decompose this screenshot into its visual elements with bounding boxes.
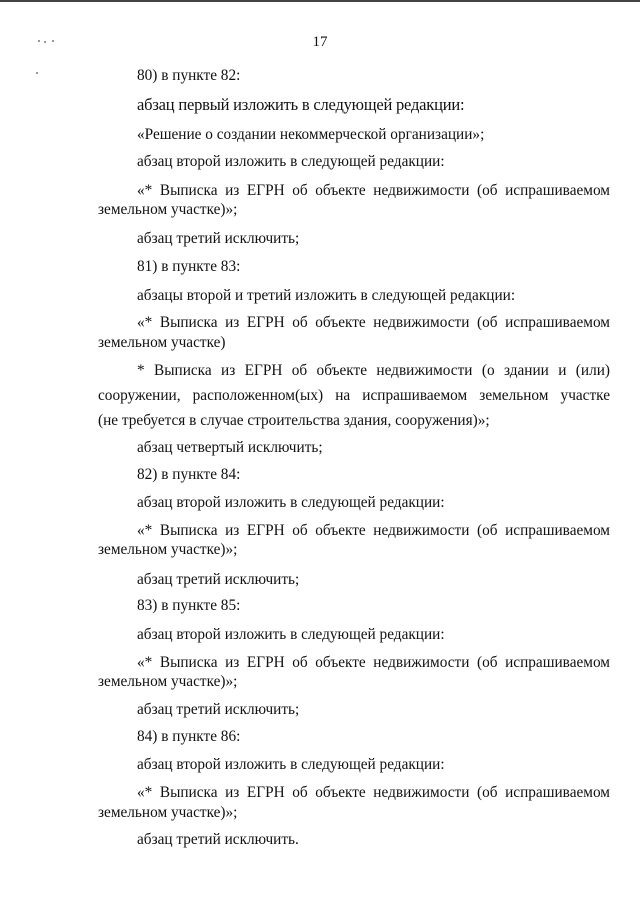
- quoted-text-continuation: земельном участке)»;: [98, 804, 238, 821]
- paragraph-instruction: абзацы второй и третий изложить в следующей редакции:: [137, 287, 516, 304]
- quoted-text: «* Выписка из ЕГРН об объекте недвижимости (об испрашиваемом: [137, 314, 610, 331]
- list-item-number: 82) в пункте 84:: [137, 466, 241, 483]
- quoted-text-continuation: (не требуется в случае строительства здания, сооружения)»;: [98, 412, 490, 429]
- paragraph-instruction: абзац третий исключить.: [137, 831, 299, 848]
- quoted-text: «* Выписка из ЕГРН об объекте недвижимости (об испрашиваемом: [137, 654, 610, 671]
- quoted-text: «Решение о создании некоммерческой организации»;: [137, 126, 485, 143]
- quoted-text: «* Выписка из ЕГРН об объекте недвижимости (об испрашиваемом: [137, 784, 610, 801]
- paragraph-instruction: абзац второй изложить в следующей редакции:: [137, 494, 445, 511]
- list-item-number: 84) в пункте 86:: [137, 728, 241, 745]
- quoted-text-continuation: земельном участке)»;: [98, 201, 238, 218]
- quoted-text-continuation: земельном участке)»;: [98, 541, 238, 558]
- paragraph-instruction: абзац третий исключить;: [137, 571, 300, 588]
- page-number: 17: [312, 34, 328, 50]
- paragraph-instruction: абзац четвертый исключить;: [137, 439, 323, 456]
- quoted-text-continuation: земельном участке)»;: [98, 673, 238, 690]
- quoted-text: «* Выписка из ЕГРН об объекте недвижимости (об испрашиваемом: [137, 182, 610, 199]
- quoted-text-continuation: сооружении, расположенном(ых) на испрашиваемом земельном участке: [98, 387, 610, 404]
- list-item-number: 83) в пункте 85:: [137, 597, 241, 614]
- list-item-number: 80) в пункте 82:: [137, 67, 241, 84]
- quoted-text: * Выписка из ЕГРН об объекте недвижимости (о здании и (или): [137, 362, 610, 379]
- paragraph-instruction: абзац третий исключить;: [137, 230, 300, 247]
- scan-top-edge: [0, 0, 640, 2]
- paragraph-instruction: абзац третий исключить;: [137, 701, 300, 718]
- paragraph-instruction: абзац второй изложить в следующей редакции:: [137, 626, 445, 643]
- list-item-number: 81) в пункте 83:: [137, 258, 241, 275]
- paragraph-instruction: абзац второй изложить в следующей редакции:: [137, 756, 445, 773]
- quoted-text-continuation: земельном участке): [98, 334, 226, 351]
- quoted-text: «* Выписка из ЕГРН об объекте недвижимости (об испрашиваемом: [137, 522, 610, 539]
- scan-speck: [36, 72, 38, 74]
- paragraph-instruction: абзац второй изложить в следующей редакции:: [137, 153, 445, 170]
- paragraph-instruction: абзац первый изложить в следующей редакции:: [137, 95, 465, 114]
